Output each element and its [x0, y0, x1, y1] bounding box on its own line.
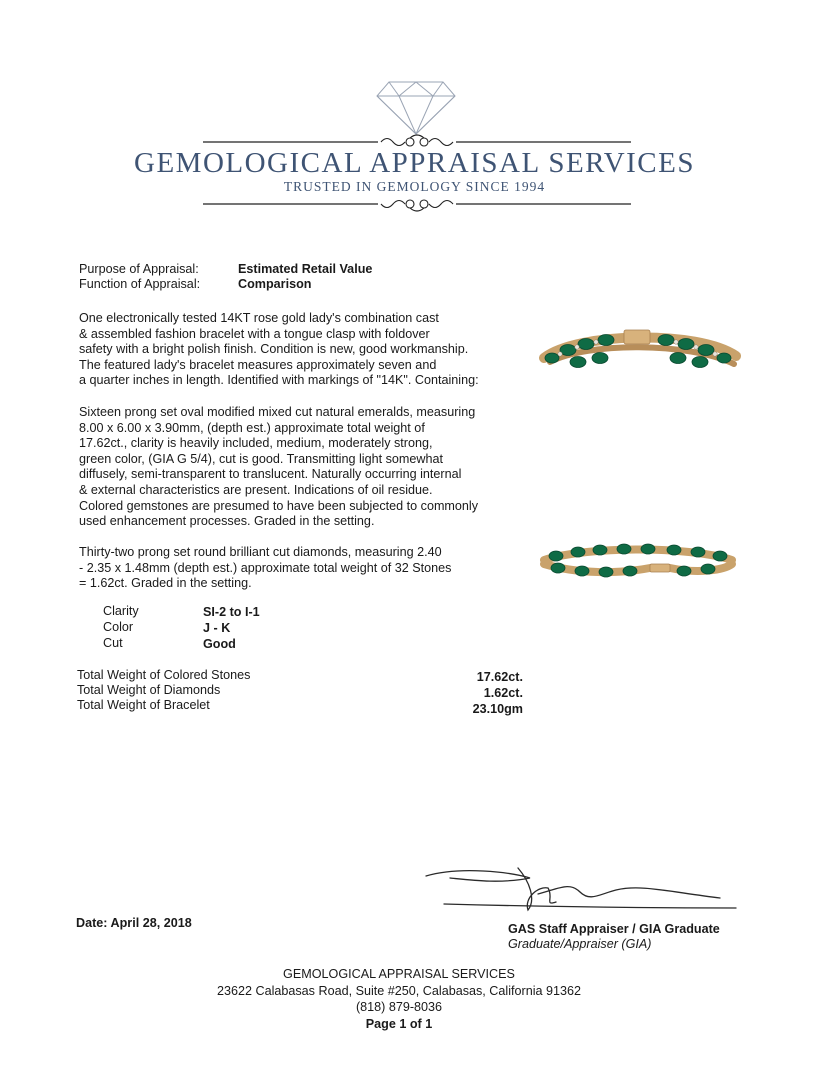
emerald-description: Sixteen prong set oval modified mixed cut natural emeralds, measuring 8.00 x 6.00 x 3.90mm, (depth est.) approximate total weight of 17.62ct., clarity is heavily included, medium, moderately strong, green color, (GIA G 5/4), cut is good. Transmitting light somewhat diffusely, semi-transparent to translucent. Naturally occurring internal & external characteristics are present. Indications of oil residue. Colored gemstones are presumed to have been subjected to commonly used enhancement processes. Graded in the setting. — [79, 405, 479, 529]
appraiser-title: GAS Staff Appraiser / GIA Graduate — [508, 922, 720, 936]
total-label-colored-stones: Total Weight of Colored Stones — [77, 668, 251, 682]
footer-phone: (818) 879-8036 — [355, 1000, 443, 1014]
company-tagline: TRUSTED IN GEMOLOGY SINCE 1994 — [283, 179, 546, 194]
grade-value-cut: Good — [203, 637, 236, 651]
footer-company: GEMOLOGICAL APPRAISAL SERVICES — [283, 967, 515, 981]
appraiser-subtitle: Graduate/Appraiser (GIA) — [508, 937, 652, 951]
purpose-label: Purpose of Appraisal: — [79, 262, 199, 276]
function-value: Comparison — [238, 277, 312, 291]
bracelet-photo-top — [538, 322, 744, 378]
bracelet-photo-open — [538, 540, 738, 580]
company-logo-title: GEMOLOGICAL APPRAISAL SERVICES — [134, 147, 695, 179]
diamond-logo-icon — [375, 78, 457, 136]
bottom-ornament-divider — [203, 194, 631, 214]
purpose-value: Estimated Retail Value — [238, 262, 373, 276]
total-value-bracelet: 23.10gm — [472, 702, 523, 716]
grade-label-cut: Cut — [103, 636, 123, 650]
item-description: One electronically tested 14KT rose gold lady's combination cast & assembled fashion bracelet with a tongue clasp with foldover safety with a bright polish finish. Condition is new, good workmanship. The featured lady's bracelet measures approximately seven and a quarter inches in length. Identified with markings of "14K". Containing: — [79, 311, 479, 388]
total-value-colored-stones: 17.62ct. — [476, 670, 523, 684]
function-label: Function of Appraisal: — [79, 277, 201, 291]
appraisal-date: Date: April 28, 2018 — [76, 916, 192, 930]
grade-label-clarity: Clarity — [103, 604, 139, 618]
grade-value-clarity: SI-2 to I-1 — [203, 605, 260, 619]
appraiser-signature — [420, 858, 740, 918]
diamond-description: Thirty-two prong set round brilliant cut diamonds, measuring 2.40 - 2.35 x 1.48mm (depth est.) approximate total weight of 32 Stones = 1.62ct. Graded in the setting. — [79, 545, 452, 591]
grade-value-color: J - K — [203, 621, 231, 635]
total-label-bracelet: Total Weight of Bracelet — [77, 698, 210, 712]
total-value-diamonds: 1.62ct. — [483, 686, 523, 700]
total-label-diamonds: Total Weight of Diamonds — [77, 683, 221, 697]
grade-label-color: Color — [103, 620, 134, 634]
footer-address: 23622 Calabasas Road, Suite #250, Calabasas, California 91362 — [216, 984, 582, 998]
page-number: Page 1 of 1 — [365, 1017, 433, 1031]
